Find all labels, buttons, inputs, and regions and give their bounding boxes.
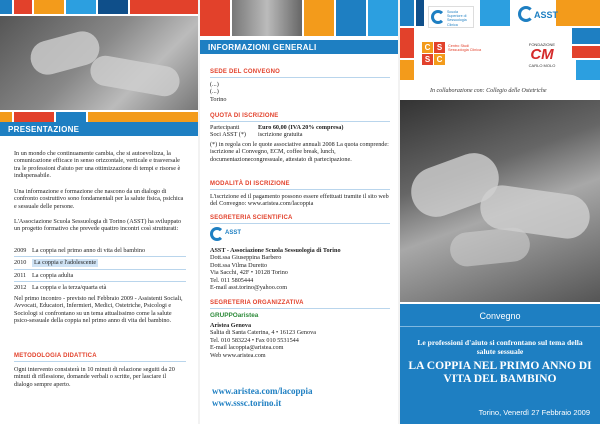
fondazione-carlo-molo-logo: FONDAZIONE CM CARLO MOLO	[528, 42, 556, 68]
year-item: 2011 La coppia adulta	[14, 271, 74, 279]
year-item: 2010 La coppia e l'adolescente	[14, 259, 97, 267]
modalita-text: L'iscrizione ed il pagamento possono essere effettuati tramite il sito web del Convegno: www.aristea.com/lacoppia	[210, 193, 389, 208]
presentazione-para1: In un mondo che continuamente cambia, che si autoevolizza, la comunicazione efficace in senso orizzontale, verticale e trasversale tra le professioni d'aiuto per una ottimizzazione di tempi e risorse è indispensabile.	[14, 150, 181, 180]
metodologia-title: METODOLOGIA DIDATTICA	[14, 353, 97, 359]
segreteria-scientifica-lines: ASST - Associazione Scuola Sessuologia di Torino Dott.ssa Giuseppina Barbero Dott.ssa Vilma Duretto Via Sacchi, 42F • 10128 Torino Tel. 011 5805444 E-mail asst.torino@yahoo.com	[210, 247, 341, 292]
presentazione-para4: Nel primo incontro - previsto nel Febbraio 2009 - Assistenti Sociali, Avvocati, Educatori, Infermieri, Medici, Ostetriche, Psicologi e Sociologi si confrontano su un tema attualissimo come la salute psico-sessuale della coppia nel primo anno di vita del bambino.	[14, 295, 183, 325]
sssc-logo: Scuola Superiore di Sessuologia Clinica	[428, 6, 474, 28]
quota-title: QUOTA DI ISCRIZIONE	[210, 113, 279, 119]
convegno-label: Convegno	[479, 311, 521, 321]
year-item: 2009 La coppia nel primo anno di vita del bambino	[14, 247, 146, 254]
info-title: INFORMAZIONI GENERALI	[200, 40, 398, 54]
presentazione-para2: Una informazione e formazione che nascono da un dialogo di confronto costruttivo sono fondamentali per la salute fisica, psichica e sessuale delle persone.	[14, 188, 184, 210]
asst-logo-cover: ASST	[516, 4, 556, 32]
sede-title: SEDE DEL CONVEGNO	[210, 69, 280, 75]
segreteria-organizzativa-lines: Aristea Genova Salita di Santa Caterina, 4 • 16123 Genova Tel. 010 583224 • Fax 010 5531544 E-mail lacoppia@aristea.com Web www.aristea.com	[210, 322, 316, 359]
url-aristea[interactable]: www.aristea.com/lacoppia	[212, 386, 313, 396]
collaboration-note: In collaborazione con: Collegio delle Ostetriche	[430, 88, 547, 94]
presentazione-para3: L'Associazione Scuola Sessuologia di Torino (ASST) ha sviluppato un progetto formativo che prevede quattro incontri così strutturati:	[14, 218, 182, 233]
convegno-main-title: LA COPPIA NEL PRIMO ANNO DI VITA DEL BAMBINO	[408, 359, 592, 385]
metodologia-text: Ogni intervento consisterà in 10 minuti di relazione seguiti da 20 minuti di riflessione, domande verbali o scritte, per lasciare il dialogo sempre aperto.	[14, 366, 175, 388]
sede-lines: (...) (...) Torino	[210, 81, 227, 103]
asst-swirl-icon	[518, 6, 534, 22]
segreteria-organizzativa-title: SEGRETERIA ORGANIZZATIVA	[210, 300, 304, 306]
quota-note: (*) in regola con le quote associative annuali 2008 La quota comprende: iscrizione al Convegno, ECM, coffee break, lunch, documentazionecongressuale, attestato di partecipazione.	[210, 141, 389, 163]
swirl-icon	[431, 10, 445, 24]
year-item: 2012 La coppia e la terza/quarta età	[14, 284, 107, 292]
asst-logo: ASST	[210, 226, 242, 244]
years-list	[14, 247, 186, 292]
hands-photo	[0, 16, 198, 110]
convegno-date: Torino, Venerdì 27 Febbraio 2009	[478, 408, 590, 417]
middle-panel	[200, 0, 398, 424]
family-photo	[232, 0, 302, 36]
gruppo-aristea-logo: GRUPPOaristea	[210, 312, 259, 319]
url-sssc[interactable]: www.sssc.torino.it	[212, 398, 282, 408]
cssc-logo: C S S C Centro Studi Sessuologia Clinica	[422, 42, 482, 72]
presentazione-title: PRESENTAZIONE	[0, 122, 198, 136]
quota-rows: Partecipanti Euro 60,00 (IVA 20% compresa) Soci ASST (*) iscrizione gratuita	[210, 124, 344, 139]
convegno-subtitle: Le professioni d'aiuto si confrontano sul tema della salute sessuale	[417, 338, 583, 356]
left-panel	[0, 0, 198, 424]
asst-swirl-icon	[210, 227, 224, 241]
cover-hands-photo	[400, 100, 600, 302]
modalita-title: MODALITÀ DI ISCRIZIONE	[210, 181, 290, 187]
segreteria-scientifica-title: SEGRETERIA SCIENTIFICA	[210, 215, 293, 221]
